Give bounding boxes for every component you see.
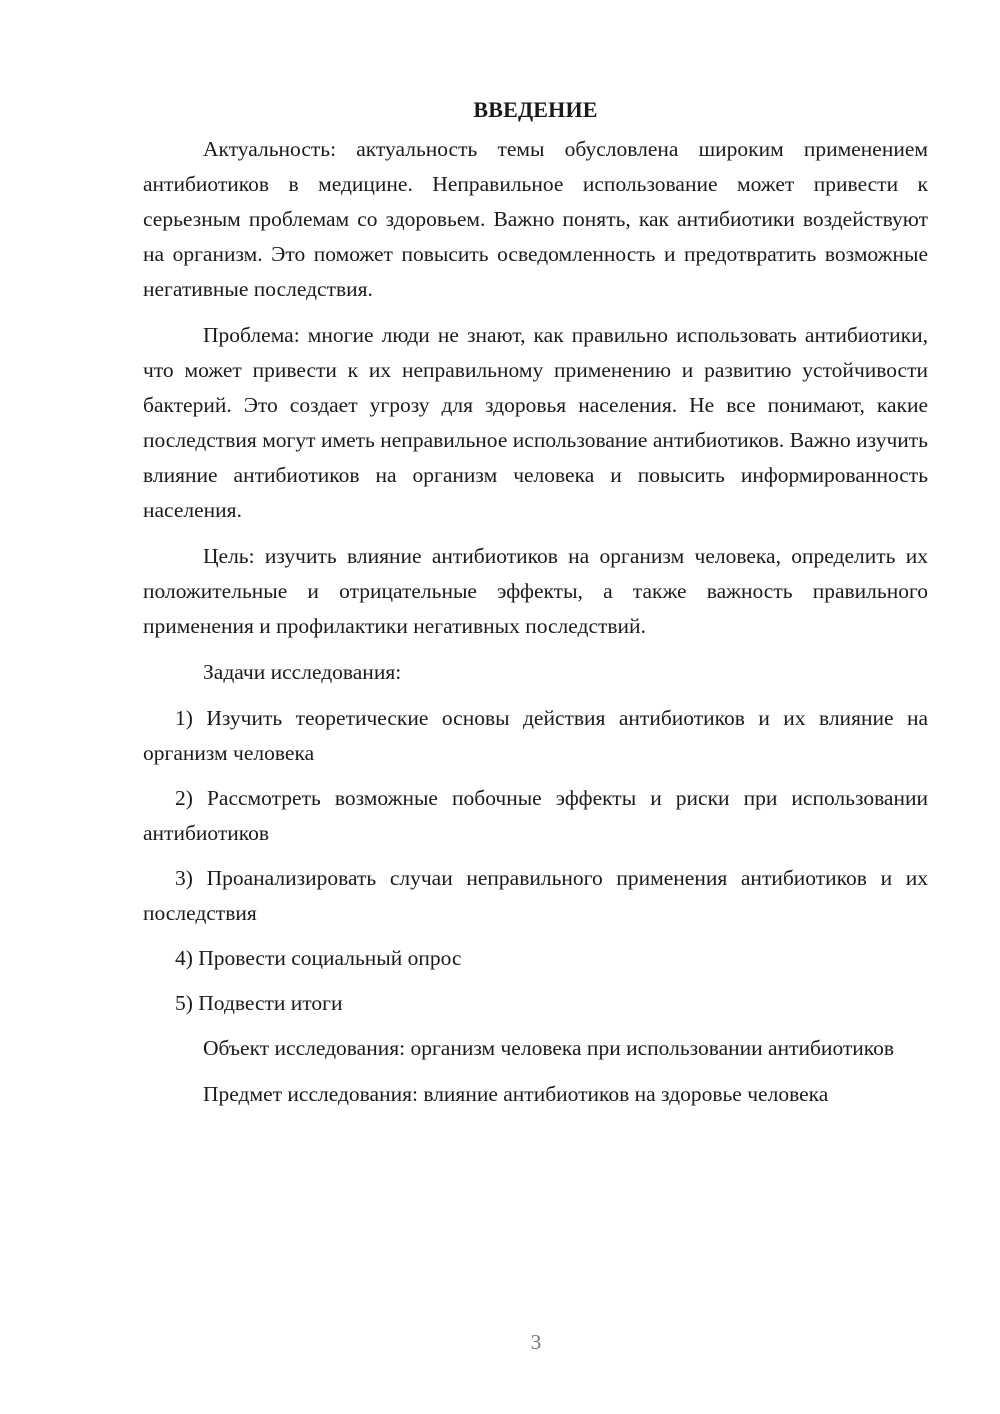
list-item: 1) Изучить теоретические основы действия антибиотиков и их влияние на организм человека [143, 706, 928, 765]
paragraph-problem: Проблема: многие люди не знают, как правильно использовать антибиотики, что может привести к их неправильному применению и развитию устойчивости бактерий. Это создает угрозу для здоровья населения. Не все понимают, какие последствия могут иметь неправильное использование антибиотиков. Важно изучить влияние антибиотиков на организм человека и повысить информированность населения. [143, 323, 928, 522]
paragraph-object: Объект исследования: организм человека при использовании антибиотиков [203, 1036, 895, 1060]
tasks-heading: Задачи исследования: [203, 660, 402, 684]
page-title: ВВЕДЕНИЕ [473, 97, 598, 122]
document-page [143, 92, 928, 1123]
list-item: 5) Подвести итоги [175, 991, 343, 1015]
list-item: 4) Провести социальный опрос [175, 946, 462, 970]
list-item: 2) Рассмотреть возможные побочные эффекты и риски при использовании антибиотиков [143, 786, 928, 845]
paragraph-goal: Цель: изучить влияние антибиотиков на организм человека, определить их положительные и отрицательные эффекты, а также важность правильного применения и профилактики негативных последствий. [143, 544, 928, 638]
paragraph-subject: Предмет исследования: влияние антибиотиков на здоровье человека [203, 1082, 829, 1106]
list-item: 3) Проанализировать случаи неправильного применения антибиотиков и их последствия [143, 866, 928, 925]
paragraph-relevance: Актуальность: актуальность темы обусловлена широким применением антибиотиков в медицине. Неправильное использование может привести к серьезным проблемам со здоровьем. Важно понять, как антибиотики воздействуют на организм. Это поможет повысить осведомленность и предотвратить возможные негативные последствия. [143, 137, 928, 301]
page-number: 3 [530, 1330, 542, 1354]
